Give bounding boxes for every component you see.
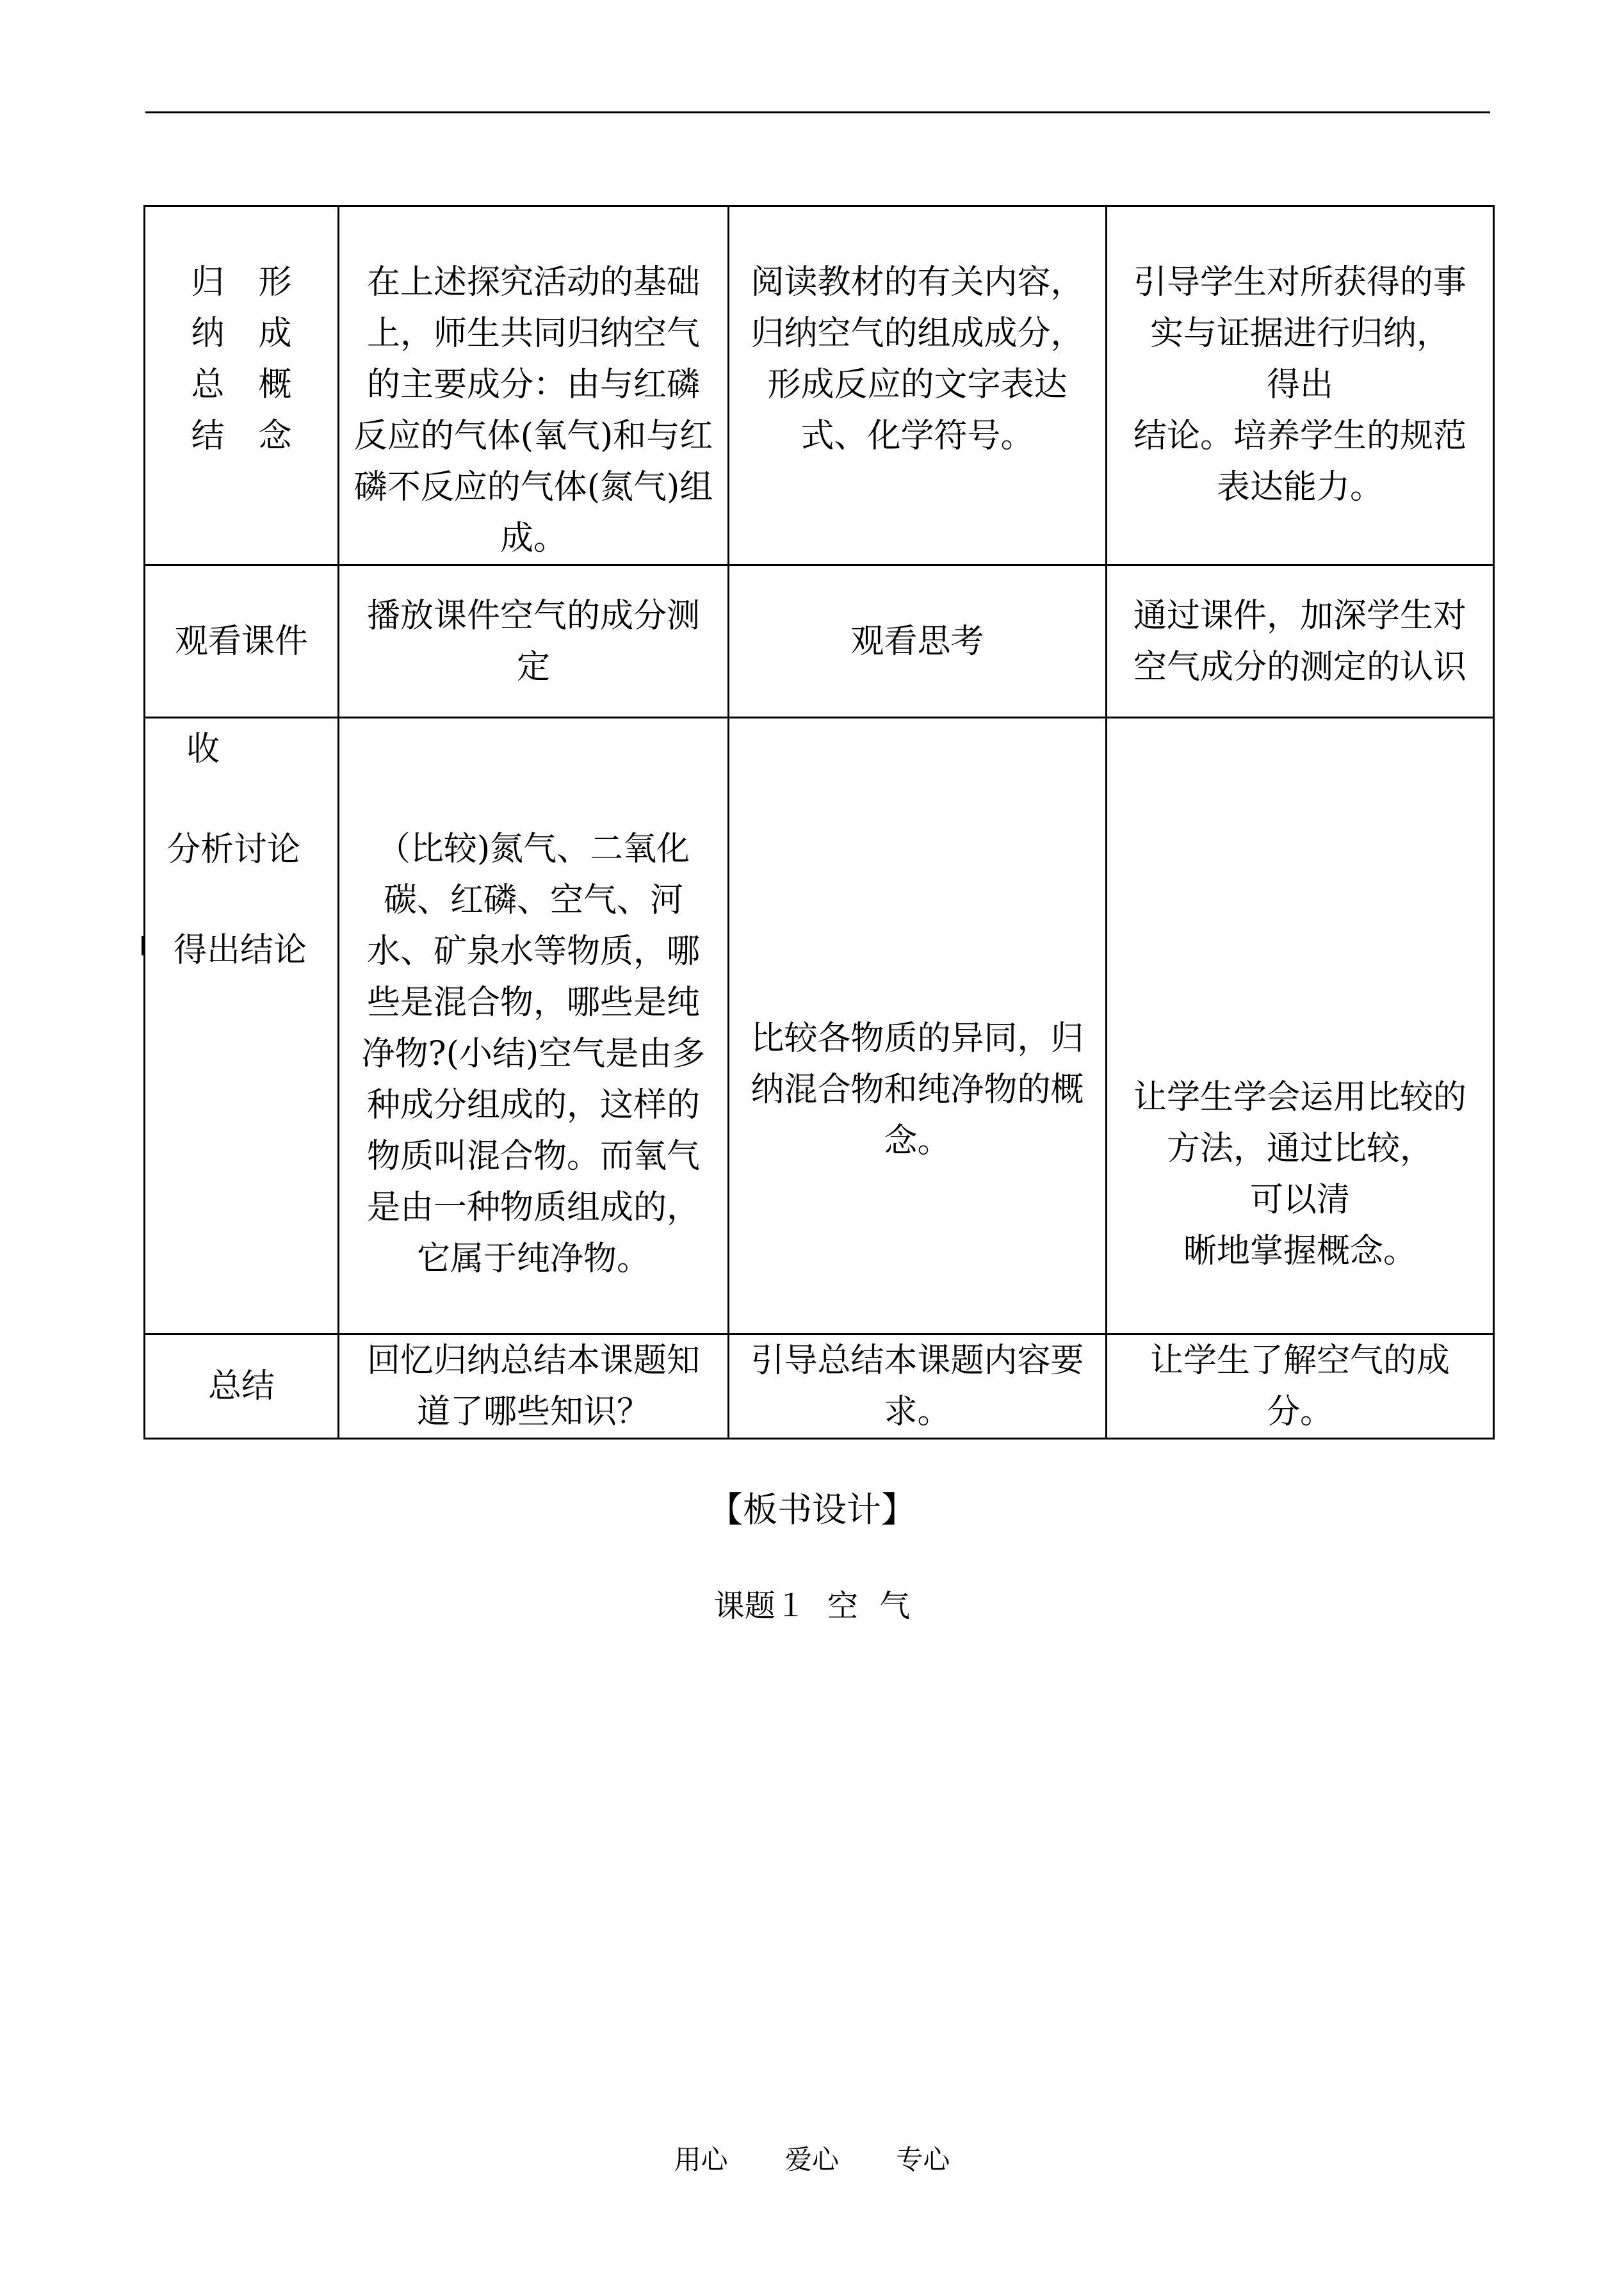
design-intent-cell: 通过课件，加深学生对空气成分的测定的认识 [1107,565,1494,718]
label-char: 念 [258,417,292,455]
page-footer [0,2137,1624,2182]
row-label-cell: 总结 [145,1334,339,1439]
lesson-plan-table [143,205,1495,1439]
student-activity-cell: 阅读教材的有关内容，归纳空气的组成成分，形成反应的文字表达式、化学符号。 [729,206,1107,565]
table-row [145,565,1494,718]
label-char: 结 [191,417,225,455]
intent-line: 可以清 [1249,1181,1350,1219]
label-char: 归 [191,263,225,302]
intent-line: 得出 [1266,366,1333,404]
label-char: 成 [258,314,292,353]
label-char: 纳 [191,314,225,353]
teacher-activity-cell: 回忆归纳总结本课题知道了哪些知识？ [339,1334,729,1439]
design-intent-cell [1107,718,1494,1334]
label-char: 形 [258,263,292,302]
margin-mark [142,936,143,955]
student-activity-cell: 比较各物质的异同，归纳混合物和纯净物的概念。 [729,718,1107,1334]
footer-item: 专心 [896,2144,950,2175]
header-rule [145,111,1490,113]
student-activity-cell: 观看思考 [729,565,1107,718]
table-row [145,206,1494,565]
footer-item: 用心 [674,2144,728,2175]
label-line: 分析讨论 [167,831,301,869]
label-line: 收 [186,730,220,768]
board-design-subheading: 课题１ 空 气 [713,1588,911,1624]
intent-line: 结论。培养学生的规范表达能力。 [1133,417,1466,507]
intent-line: 让学生学会运用比较的方法，通过比较， [1133,1078,1466,1168]
table-row [145,1334,1494,1439]
intent-line: 引导学生对所获得的事实与证据进行归纳， [1133,263,1466,353]
label-char: 概 [258,366,292,404]
label-line: 得出结论 [174,931,307,969]
row-label-cell [145,206,339,565]
row-label-cell [145,718,339,1334]
intent-line: 晰地掌握概念。 [1183,1232,1417,1270]
teacher-activity-cell: 播放课件空气的成分测定 [339,565,729,718]
design-intent-cell [1107,206,1494,565]
label-char: 总 [191,366,225,404]
row-label-cell: 观看课件 [145,565,339,718]
teacher-activity-cell: 在上述探究活动的基础上，师生共同归纳空气的主要成分：由与红磷反应的气体(氧气)和与红磷不反应的气体(氮气)组成。 [339,206,729,565]
board-design-heading: 【板书设计】 [708,1489,916,1530]
design-intent-cell: 让学生了解空气的成分。 [1107,1334,1494,1439]
student-activity-cell: 引导总结本课题内容要求。 [729,1334,1107,1439]
table-row [145,718,1494,1334]
footer-item: 爱心 [784,2144,839,2175]
stage-label [174,257,309,462]
teacher-activity-cell: （比较)氮气、二氧化碳、红磷、空气、河水、矿泉水等物质，哪些是混合物，哪些是纯净物?(小结)空气是由多种成分组成的，这样的物质叫混合物。而氧气是由一种物质组成的，它属于纯净物。 [339,718,729,1334]
